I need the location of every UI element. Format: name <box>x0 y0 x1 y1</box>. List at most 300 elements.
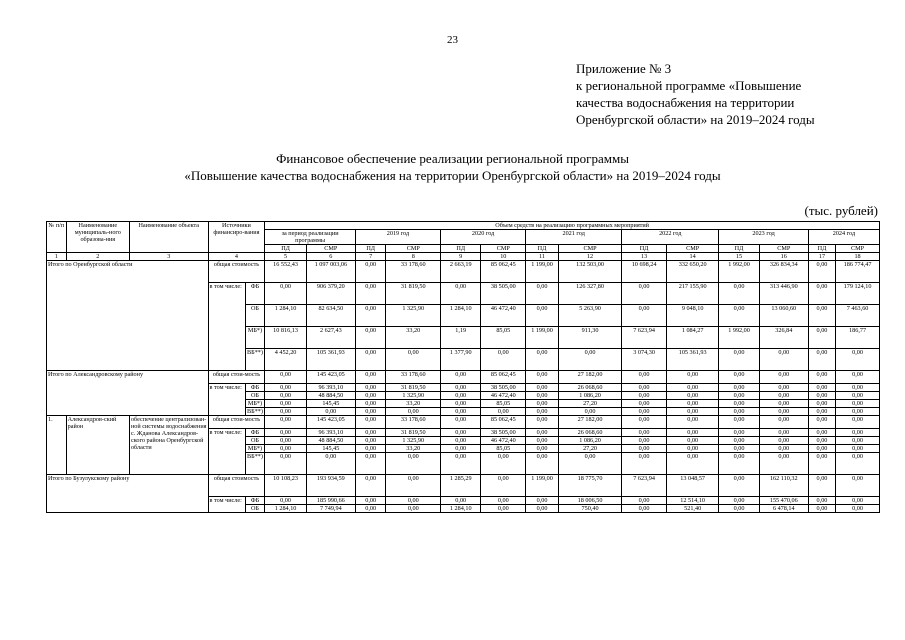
header-sources: Источники финансиро-вания <box>208 222 265 253</box>
header-num: № п/п <box>47 222 67 253</box>
value-cell: 0,00 <box>355 400 386 408</box>
value-cell: 0,00 <box>265 429 306 437</box>
value-cell: 0,00 <box>355 349 386 371</box>
value-cell: 126 327,80 <box>558 283 621 305</box>
value-cell: 0,00 <box>719 416 759 429</box>
value-cell: 0,00 <box>808 429 835 437</box>
value-cell: 1 285,29 <box>441 475 481 497</box>
column-index: 14 <box>666 253 718 261</box>
header-period-2019: 2019 год <box>355 230 440 245</box>
value-cell: 0,00 <box>622 408 667 416</box>
value-cell: 1 086,20 <box>558 437 621 445</box>
value-cell: 0,00 <box>808 384 835 392</box>
value-cell: 33,20 <box>386 327 441 349</box>
value-cell: 145 423,05 <box>306 416 355 429</box>
value-cell: 0,00 <box>836 400 880 408</box>
column-index: 13 <box>622 253 667 261</box>
header-pd: ПД <box>808 245 835 253</box>
value-cell: 0,00 <box>759 400 808 408</box>
value-cell: 0,00 <box>759 453 808 475</box>
value-cell: 0,00 <box>355 429 386 437</box>
value-cell: 0,00 <box>759 437 808 445</box>
value-cell: 0,00 <box>481 505 526 513</box>
value-cell: 1 325,90 <box>386 437 441 445</box>
table-row <box>47 475 880 497</box>
header-volume: Объем средств на реализацию программных мероприятий <box>265 222 880 230</box>
value-cell: 0,00 <box>558 408 621 416</box>
title-line-2: «Повышение качества водоснабжения на территории Оренбургской области» на 2019–2024 годы <box>184 168 721 183</box>
value-cell: 10 698,24 <box>622 261 667 283</box>
value-cell: 46 472,40 <box>481 305 526 327</box>
source-ob-label: ОБ <box>245 392 265 400</box>
section-name: Итого по Оренбургской области <box>47 261 209 371</box>
value-cell: 0,00 <box>666 416 718 429</box>
value-cell: 0,00 <box>481 408 526 416</box>
value-cell: 96 393,10 <box>306 384 355 392</box>
value-cell: 82 634,50 <box>306 305 355 327</box>
value-cell: 0,00 <box>666 371 718 384</box>
value-cell: 155 470,06 <box>759 497 808 505</box>
value-cell: 0,00 <box>808 261 835 283</box>
value-cell: 0,00 <box>265 437 306 445</box>
value-cell: 0,00 <box>719 475 759 497</box>
value-cell: 0,00 <box>759 384 808 392</box>
column-index: 5 <box>265 253 306 261</box>
value-cell: 26 068,60 <box>558 429 621 437</box>
value-cell: 186,77 <box>836 327 880 349</box>
value-cell: 0,00 <box>441 445 481 453</box>
source-including-label: в том числе: <box>208 497 245 513</box>
value-cell: 0,00 <box>355 371 386 384</box>
column-index: 4 <box>208 253 265 261</box>
financing-table <box>46 221 880 513</box>
value-cell: 193 934,59 <box>306 475 355 497</box>
value-cell: 1 325,90 <box>386 392 441 400</box>
value-cell: 0,00 <box>526 505 559 513</box>
value-cell: 0,00 <box>558 349 621 371</box>
value-cell: 313 446,90 <box>759 283 808 305</box>
column-index: 9 <box>441 253 481 261</box>
value-cell: 0,00 <box>355 384 386 392</box>
value-cell: 38 505,00 <box>481 283 526 305</box>
source-fb-label: ФБ <box>245 384 265 392</box>
value-cell: 4 452,20 <box>265 349 306 371</box>
value-cell: 10 108,23 <box>265 475 306 497</box>
value-cell: 0,00 <box>719 283 759 305</box>
value-cell: 0,00 <box>481 453 526 475</box>
column-index: 15 <box>719 253 759 261</box>
value-cell: 26 068,60 <box>558 384 621 392</box>
value-cell: 0,00 <box>836 445 880 453</box>
value-cell: 27 182,00 <box>558 371 621 384</box>
value-cell: 0,00 <box>666 408 718 416</box>
value-cell: 0,00 <box>808 349 835 371</box>
value-cell: 3 074,30 <box>622 349 667 371</box>
header-period-total: за период реализации программы <box>265 230 356 245</box>
value-cell: 0,00 <box>526 437 559 445</box>
value-cell: 0,00 <box>441 429 481 437</box>
value-cell: 1 377,90 <box>441 349 481 371</box>
value-cell: 1,19 <box>441 327 481 349</box>
value-cell: 5 263,90 <box>558 305 621 327</box>
value-cell: 0,00 <box>836 392 880 400</box>
value-cell: 0,00 <box>386 453 441 475</box>
appendix-line: качества водоснабжения на территории <box>576 95 795 110</box>
value-cell: 0,00 <box>386 475 441 497</box>
source-mb-label: МБ*) <box>245 400 265 408</box>
value-cell: 0,00 <box>719 305 759 327</box>
value-cell: 750,40 <box>558 505 621 513</box>
value-cell: 0,00 <box>481 349 526 371</box>
value-cell: 33,20 <box>386 445 441 453</box>
value-cell: 0,00 <box>666 453 718 475</box>
source-including-label: в том числе: <box>208 429 245 475</box>
value-cell: 0,00 <box>622 283 667 305</box>
value-cell: 0,00 <box>836 429 880 437</box>
value-cell: 0,00 <box>355 283 386 305</box>
value-cell: 0,00 <box>808 327 835 349</box>
value-cell: 179 124,10 <box>836 283 880 305</box>
value-cell: 0,00 <box>622 416 667 429</box>
value-cell: 0,00 <box>441 408 481 416</box>
value-cell: 185 990,66 <box>306 497 355 505</box>
appendix-line: Приложение № 3 <box>576 61 672 76</box>
value-cell: 0,00 <box>719 453 759 475</box>
value-cell: 0,00 <box>808 437 835 445</box>
column-index: 6 <box>306 253 355 261</box>
header-pd: ПД <box>355 245 386 253</box>
value-cell: 0,00 <box>265 453 306 475</box>
header-smr: СМР <box>558 245 621 253</box>
value-cell: 1 284,10 <box>441 305 481 327</box>
source-vb-label: ВБ**) <box>247 408 263 415</box>
value-cell: 162 110,32 <box>759 475 808 497</box>
value-cell: 0,00 <box>622 400 667 408</box>
column-index: 1 <box>47 253 67 261</box>
value-cell: 85 062,45 <box>481 371 526 384</box>
document-title <box>0 150 905 184</box>
value-cell: 1 199,00 <box>526 475 559 497</box>
value-cell: 33 178,60 <box>386 371 441 384</box>
value-cell: 521,40 <box>666 505 718 513</box>
source-fb-label: ФБ <box>245 429 265 437</box>
value-cell: 0,00 <box>355 261 386 283</box>
value-cell: 0,00 <box>355 437 386 445</box>
value-cell: 0,00 <box>441 384 481 392</box>
source-including-label: в том числе: <box>208 384 245 416</box>
value-cell: 0,00 <box>441 497 481 505</box>
value-cell: 0,00 <box>481 475 526 497</box>
value-cell: 1 284,10 <box>265 505 306 513</box>
value-cell: 1 992,00 <box>719 327 759 349</box>
value-cell: 0,00 <box>622 384 667 392</box>
value-cell: 0,00 <box>265 408 306 416</box>
value-cell: 0,00 <box>265 371 306 384</box>
value-cell: 0,00 <box>719 497 759 505</box>
header-pd: ПД <box>526 245 559 253</box>
value-cell: 906 379,20 <box>306 283 355 305</box>
value-cell: 0,00 <box>355 497 386 505</box>
column-index: 7 <box>355 253 386 261</box>
value-cell: 85,05 <box>481 445 526 453</box>
item-number: 1. <box>47 416 67 475</box>
value-cell: 0,00 <box>808 475 835 497</box>
value-cell: 0,00 <box>622 497 667 505</box>
value-cell: 0,00 <box>481 497 526 505</box>
value-cell: 0,00 <box>808 408 835 416</box>
header-period-2021: 2021 год <box>526 230 622 245</box>
value-cell: 0,00 <box>526 349 559 371</box>
value-cell: 0,00 <box>355 408 386 416</box>
table-row <box>47 371 880 384</box>
value-cell: 0,00 <box>306 453 355 475</box>
value-cell: 0,00 <box>622 453 667 475</box>
value-cell: 7 463,60 <box>836 305 880 327</box>
value-cell: 46 472,40 <box>481 392 526 400</box>
header-period-2022: 2022 год <box>622 230 719 245</box>
value-cell: 145 423,05 <box>306 371 355 384</box>
value-cell: 1 084,27 <box>666 327 718 349</box>
source-mb-label: МБ*) <box>245 327 265 349</box>
column-index: 18 <box>836 253 880 261</box>
value-cell: 12 514,10 <box>666 497 718 505</box>
value-cell: 7 623,94 <box>622 475 667 497</box>
value-cell: 31 819,50 <box>386 283 441 305</box>
value-cell: 0,00 <box>306 408 355 416</box>
value-cell: 145,45 <box>306 445 355 453</box>
value-cell: 0,00 <box>622 392 667 400</box>
item-municipality: Александров-ский район <box>66 416 129 475</box>
value-cell: 0,00 <box>622 445 667 453</box>
value-cell: 48 884,50 <box>306 437 355 445</box>
value-cell: 27,20 <box>558 445 621 453</box>
value-cell: 0,00 <box>836 349 880 371</box>
value-cell: 105 361,93 <box>666 349 718 371</box>
value-cell: 0,00 <box>836 453 880 475</box>
value-cell: 0,00 <box>759 445 808 453</box>
value-cell: 145,45 <box>306 400 355 408</box>
value-cell: 0,00 <box>719 349 759 371</box>
value-cell: 0,00 <box>666 445 718 453</box>
value-cell: 1 086,20 <box>558 392 621 400</box>
header-smr: СМР <box>836 245 880 253</box>
value-cell: 0,00 <box>808 283 835 305</box>
value-cell: 0,00 <box>622 371 667 384</box>
value-cell: 0,00 <box>265 384 306 392</box>
value-cell: 1 325,90 <box>386 305 441 327</box>
value-cell: 18 006,50 <box>558 497 621 505</box>
value-cell: 33 178,60 <box>386 416 441 429</box>
value-cell: 0,00 <box>808 505 835 513</box>
source-vb-label: ВБ**) <box>245 349 265 371</box>
source-total-label: общая стоимость <box>208 475 265 497</box>
header-smr: СМР <box>759 245 808 253</box>
value-cell: 0,00 <box>719 371 759 384</box>
value-cell: 13 048,57 <box>666 475 718 497</box>
header-pd: ПД <box>622 245 667 253</box>
column-index: 16 <box>759 253 808 261</box>
column-index: 3 <box>129 253 208 261</box>
value-cell: 0,00 <box>719 384 759 392</box>
value-cell: 0,00 <box>526 371 559 384</box>
value-cell: 0,00 <box>441 437 481 445</box>
column-index: 8 <box>386 253 441 261</box>
column-index: 17 <box>808 253 835 261</box>
value-cell: 0,00 <box>836 475 880 497</box>
value-cell: 0,00 <box>808 400 835 408</box>
value-cell: 0,00 <box>355 453 386 475</box>
value-cell: 0,00 <box>265 416 306 429</box>
value-cell: 0,00 <box>808 371 835 384</box>
value-cell: 85,05 <box>481 327 526 349</box>
value-cell: 0,00 <box>666 437 718 445</box>
value-cell: 0,00 <box>759 392 808 400</box>
value-cell: 0,00 <box>441 453 481 475</box>
source-including-label: в том числе: <box>208 283 245 371</box>
value-cell: 911,30 <box>558 327 621 349</box>
value-cell: 0,00 <box>355 475 386 497</box>
value-cell: 105 361,93 <box>306 349 355 371</box>
value-cell: 0,00 <box>719 505 759 513</box>
source-vb-label: ВБ**) <box>245 453 265 475</box>
value-cell: 0,00 <box>265 400 306 408</box>
value-cell: 0,00 <box>526 416 559 429</box>
value-cell: 0,00 <box>355 305 386 327</box>
value-cell: 31 819,50 <box>386 384 441 392</box>
value-cell: 0,00 <box>808 445 835 453</box>
value-cell: 186 774,47 <box>836 261 880 283</box>
value-cell: 0,00 <box>355 327 386 349</box>
value-cell: 0,00 <box>719 392 759 400</box>
value-cell: 85 062,45 <box>481 416 526 429</box>
value-cell: 0,00 <box>265 283 306 305</box>
value-cell: 0,00 <box>265 445 306 453</box>
value-cell: 0,00 <box>836 497 880 505</box>
header-smr: СМР <box>386 245 441 253</box>
value-cell: 132 503,00 <box>558 261 621 283</box>
value-cell: 6 478,14 <box>759 505 808 513</box>
value-cell: 1 199,00 <box>526 327 559 349</box>
value-cell: 0,00 <box>622 305 667 327</box>
value-cell: 0,00 <box>666 392 718 400</box>
value-cell: 0,00 <box>759 408 808 416</box>
value-cell: 13 060,60 <box>759 305 808 327</box>
value-cell: 0,00 <box>526 400 559 408</box>
value-cell: 0,00 <box>526 392 559 400</box>
value-cell: 0,00 <box>759 429 808 437</box>
value-cell: 96 393,10 <box>306 429 355 437</box>
value-cell: 0,00 <box>526 445 559 453</box>
value-cell: 27 182,00 <box>558 416 621 429</box>
source-ob-label: ОБ <box>245 305 265 327</box>
value-cell: 326,84 <box>759 327 808 349</box>
source-ob-label: ОБ <box>245 437 265 445</box>
value-cell: 0,00 <box>666 384 718 392</box>
value-cell: 18 775,70 <box>558 475 621 497</box>
header-smr: СМР <box>306 245 355 253</box>
header-period-2024: 2024 год <box>808 230 879 245</box>
value-cell: 1 097 003,06 <box>306 261 355 283</box>
value-cell: 0,00 <box>526 283 559 305</box>
value-cell: 0,00 <box>386 497 441 505</box>
value-cell: 31 819,50 <box>386 429 441 437</box>
value-cell: 0,00 <box>526 384 559 392</box>
value-cell: 0,00 <box>526 305 559 327</box>
source-total-label: общая стои-мость <box>208 416 265 429</box>
column-index: 10 <box>481 253 526 261</box>
value-cell: 0,00 <box>441 416 481 429</box>
table-row <box>47 261 880 283</box>
value-cell: 0,00 <box>386 505 441 513</box>
value-cell: 33 178,60 <box>386 261 441 283</box>
value-cell: 2 663,19 <box>441 261 481 283</box>
title-line-1: Финансовое обеспечение реализации региональной программы <box>276 151 629 166</box>
value-cell: 85,05 <box>481 400 526 408</box>
value-cell: 0,00 <box>719 437 759 445</box>
table-row <box>47 416 880 429</box>
source-fb-label: ФБ <box>245 283 265 305</box>
value-cell: 0,00 <box>441 371 481 384</box>
column-index: 11 <box>526 253 559 261</box>
source-total-label: общая стои-мость <box>208 371 265 384</box>
header-pd: ПД <box>265 245 306 253</box>
appendix-line: Оренбургской области» на 2019–2024 годы <box>576 112 815 127</box>
value-cell: 0,00 <box>265 392 306 400</box>
value-cell: 0,00 <box>836 384 880 392</box>
source-fb-label: ФБ <box>245 497 265 505</box>
value-cell: 0,00 <box>355 505 386 513</box>
value-cell: 0,00 <box>622 437 667 445</box>
value-cell: 0,00 <box>526 453 559 475</box>
header-municipality: Наименование муниципаль-ного образова-ния <box>66 222 129 253</box>
column-index: 2 <box>66 253 129 261</box>
value-cell: 48 884,50 <box>306 392 355 400</box>
value-cell: 9 048,10 <box>666 305 718 327</box>
value-cell: 0,00 <box>719 445 759 453</box>
appendix-line: к региональной программе «Повышение <box>576 78 802 93</box>
value-cell: 33,20 <box>386 400 441 408</box>
value-cell: 0,00 <box>719 400 759 408</box>
value-cell: 0,00 <box>265 497 306 505</box>
value-cell: 7 623,94 <box>622 327 667 349</box>
value-cell: 10 816,13 <box>265 327 306 349</box>
value-cell: 38 505,00 <box>481 429 526 437</box>
section-name: Итого по Бузулукскому району <box>47 475 209 513</box>
section-name: Итого по Александровскому району <box>47 371 209 416</box>
value-cell: 0,00 <box>526 408 559 416</box>
value-cell: 0,00 <box>719 408 759 416</box>
value-cell: 0,00 <box>441 392 481 400</box>
header-smr: СМР <box>481 245 526 253</box>
header-period-2020: 2020 год <box>441 230 526 245</box>
source-total-label: общая стоимость <box>208 261 265 283</box>
value-cell: 0,00 <box>759 371 808 384</box>
header-object: Наименование объекта <box>129 222 208 253</box>
value-cell: 0,00 <box>719 429 759 437</box>
value-cell: 27,20 <box>558 400 621 408</box>
value-cell: 0,00 <box>622 429 667 437</box>
header-pd: ПД <box>719 245 759 253</box>
value-cell: 1 284,10 <box>265 305 306 327</box>
value-cell: 0,00 <box>836 416 880 429</box>
value-cell: 0,00 <box>808 453 835 475</box>
value-cell: 0,00 <box>808 497 835 505</box>
value-cell: 0,00 <box>759 349 808 371</box>
value-cell: 0,00 <box>666 400 718 408</box>
value-cell: 0,00 <box>836 437 880 445</box>
value-cell: 0,00 <box>836 371 880 384</box>
value-cell: 1 199,00 <box>526 261 559 283</box>
